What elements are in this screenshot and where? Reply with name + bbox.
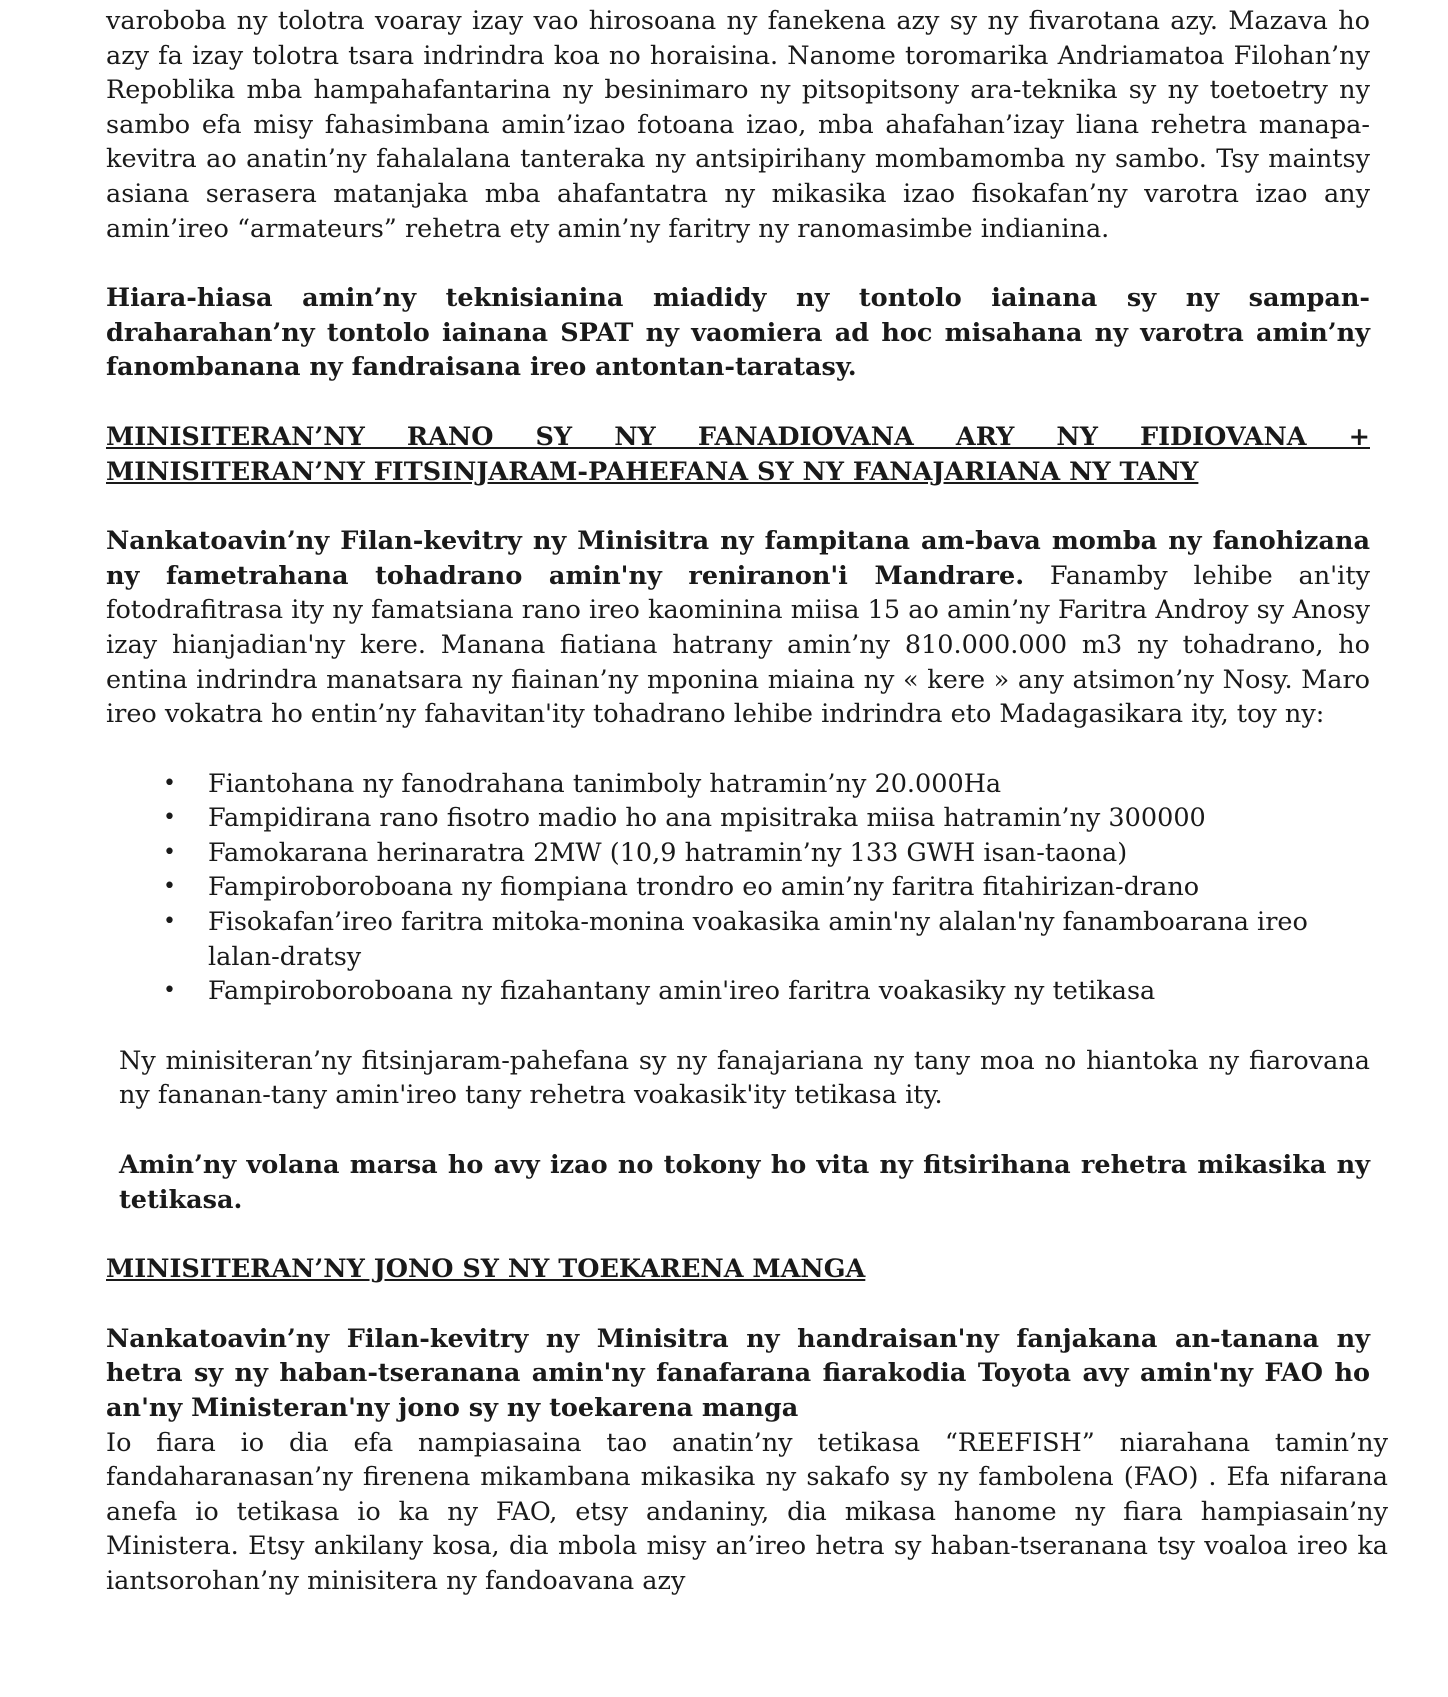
bullet-icon: • (163, 909, 176, 935)
list-item: • Fampiroboroboana ny fiompiana trondro eo amin’ny faritra fitahirizan-drano (163, 870, 1370, 905)
intro-paragraph: varoboba ny tolotra voaray izay vao hirosoana ny fanekena azy sy ny fivarotana azy. Mazava ho azy fa izay tolotra tsara indrindra koa no horaisina. Nanome toromarika Andriamatoa Filohan’ny Repoblika mba hampahafantarina ny besinimaro ny pitsopitsony ara-teknika sy ny toetoetry ny sambo efa misy fahasimbana amin’izao fotoana izao, mba ahafahan’izay liana rehetra manapa-kevitra ao anatin’ny fahalalana tanteraka ny antsipirihany mombamomba ny sambo. Tsy maintsy asiana serasera matanjaka mba ahafantatra ny mikasika izao fisokafan’ny varotra izao any amin’ireo “armateurs” rehetra ety amin’ny faritry ny ranomasimbe indianina. (106, 6, 1370, 244)
fisheries-section (106, 1322, 1388, 1599)
list-item: • Fisokafan’ireo faritra mitoka-monina voakasika amin'ny alalan'ny fanamboarana ireo lalan-dratsy (163, 907, 1308, 972)
heading-ministry-fisheries: MINISITERAN’NY JONO SY NY TOEKARENA MANGA (106, 1254, 866, 1285)
list-item: • Famokarana herinaratra 2MW (10,9 hatramin’ny 133 GWH isan-taona) (163, 836, 1370, 871)
reefish-paragraph: Io fiara io dia efa nampiasaina tao anatin’ny tetikasa “REEFISH” niarahana tamin’ny fandaharanasan’ny firenena mikambana mikasika ny sakafo sy ny fambolena (FAO) . Efa nifarana anefa io tetikasa io ka ny FAO, etsy andaniny, dia mikasa hanome ny fiara hampiasain’ny Ministera. Etsy ankilany kosa, dia mbola misy an’ireo hetra sy haban-tseranana tsy voaloa ireo ka iantsorohan’ny minisitera ny fandoavana azy (106, 1427, 1388, 1596)
mandrare-decision: Nankatoavin’ny Filan-kevitry ny Minisitra ny fampitana am-bava momba ny fanohizana ny fametrahana tohadrano amin'ny reniranon'i Mandrare. (106, 526, 1370, 591)
heading-ministry-water (106, 420, 1370, 489)
land-paragraph: Ny minisiteran’ny fitsinjaram-pahefana sy ny fanajariana ny tany moa no hiantoka ny fiarovana ny fananan-tany amin'ireo tany rehetra voakasik'ity tetikasa ity. (119, 1045, 1370, 1111)
benefits-list (106, 767, 1370, 1009)
mandrare-details: Fanamby lehibe an'ity fotodrafitrasa ity ny famatsiana rano ireo kaominina miisa 15 ao amin’ny Faritra Androy sy Anosy izay hianjadian'ny kere. Manana fiatiana hatrany amin’ny 810.000.000 m3 ny tohadrano, ho entina indrindra manatsara ny fiainan’ny mponina miaina ny « kere » any atsimon’ny Nosy. Maro ireo vokatra ho entin’ny fahavitan'ity tohadrano lehibe indrindra eto Madagasikara ity, toy ny: (106, 560, 1370, 730)
bullet-icon: • (163, 770, 176, 796)
list-item: • Fampidirana rano fisotro madio ho ana mpisitraka miisa hatramin’ny 300000 (163, 801, 1370, 836)
land-section (106, 1044, 1370, 1217)
heading-ministry-water-line1: MINISITERAN’NY RANO SY NY FANADIOVANA ARY NY FIDIOVANA + (106, 421, 1370, 452)
list-item: • Fiantohana ny fanodrahana tanimboly hatramin’ny 20.000Ha (163, 767, 1370, 802)
bullet-icon: • (163, 874, 176, 900)
heading-ministry-water-line2: MINISITERAN’NY FITSINJARAM-PAHEFANA SY NY FANAJARIANA NY TANY (106, 456, 1199, 487)
bullet-icon: • (163, 805, 176, 831)
march-paragraph: Amin’ny volana marsa ho avy izao no tokony ho vita ny fitsirihana rehetra mikasika ny tetikasa. (119, 1150, 1370, 1215)
bullet-icon: • (163, 978, 176, 1004)
toyota-decision-paragraph: Nankatoavin’ny Filan-kevitry ny Minisitra ny handraisan'ny fanjakana an-tanana ny hetra sy ny haban-tseranana amin'ny fanafarana fiarakodia Toyota avy amin'ny FAO ho an'ny Ministeran'ny jono sy ny toekarena manga (106, 1323, 1370, 1423)
spat-paragraph: Hiara-hiasa amin’ny teknisianina miadidy ny tontolo iainana sy ny sampan-draharahan’ny tontolo iainana SPAT ny vaomiera ad hoc misahana ny varotra amin’ny fanombanana ny fandraisana ireo antontan-taratasy. (106, 283, 1370, 383)
mandrare-paragraph (106, 524, 1370, 732)
document-page (106, 4, 1388, 1599)
bullet-icon: • (163, 839, 176, 865)
intro-section (106, 4, 1370, 524)
list-item: • Fampiroboroboana ny fizahantany amin'ireo faritra voakasiky ny tetikasa (163, 974, 1370, 1009)
